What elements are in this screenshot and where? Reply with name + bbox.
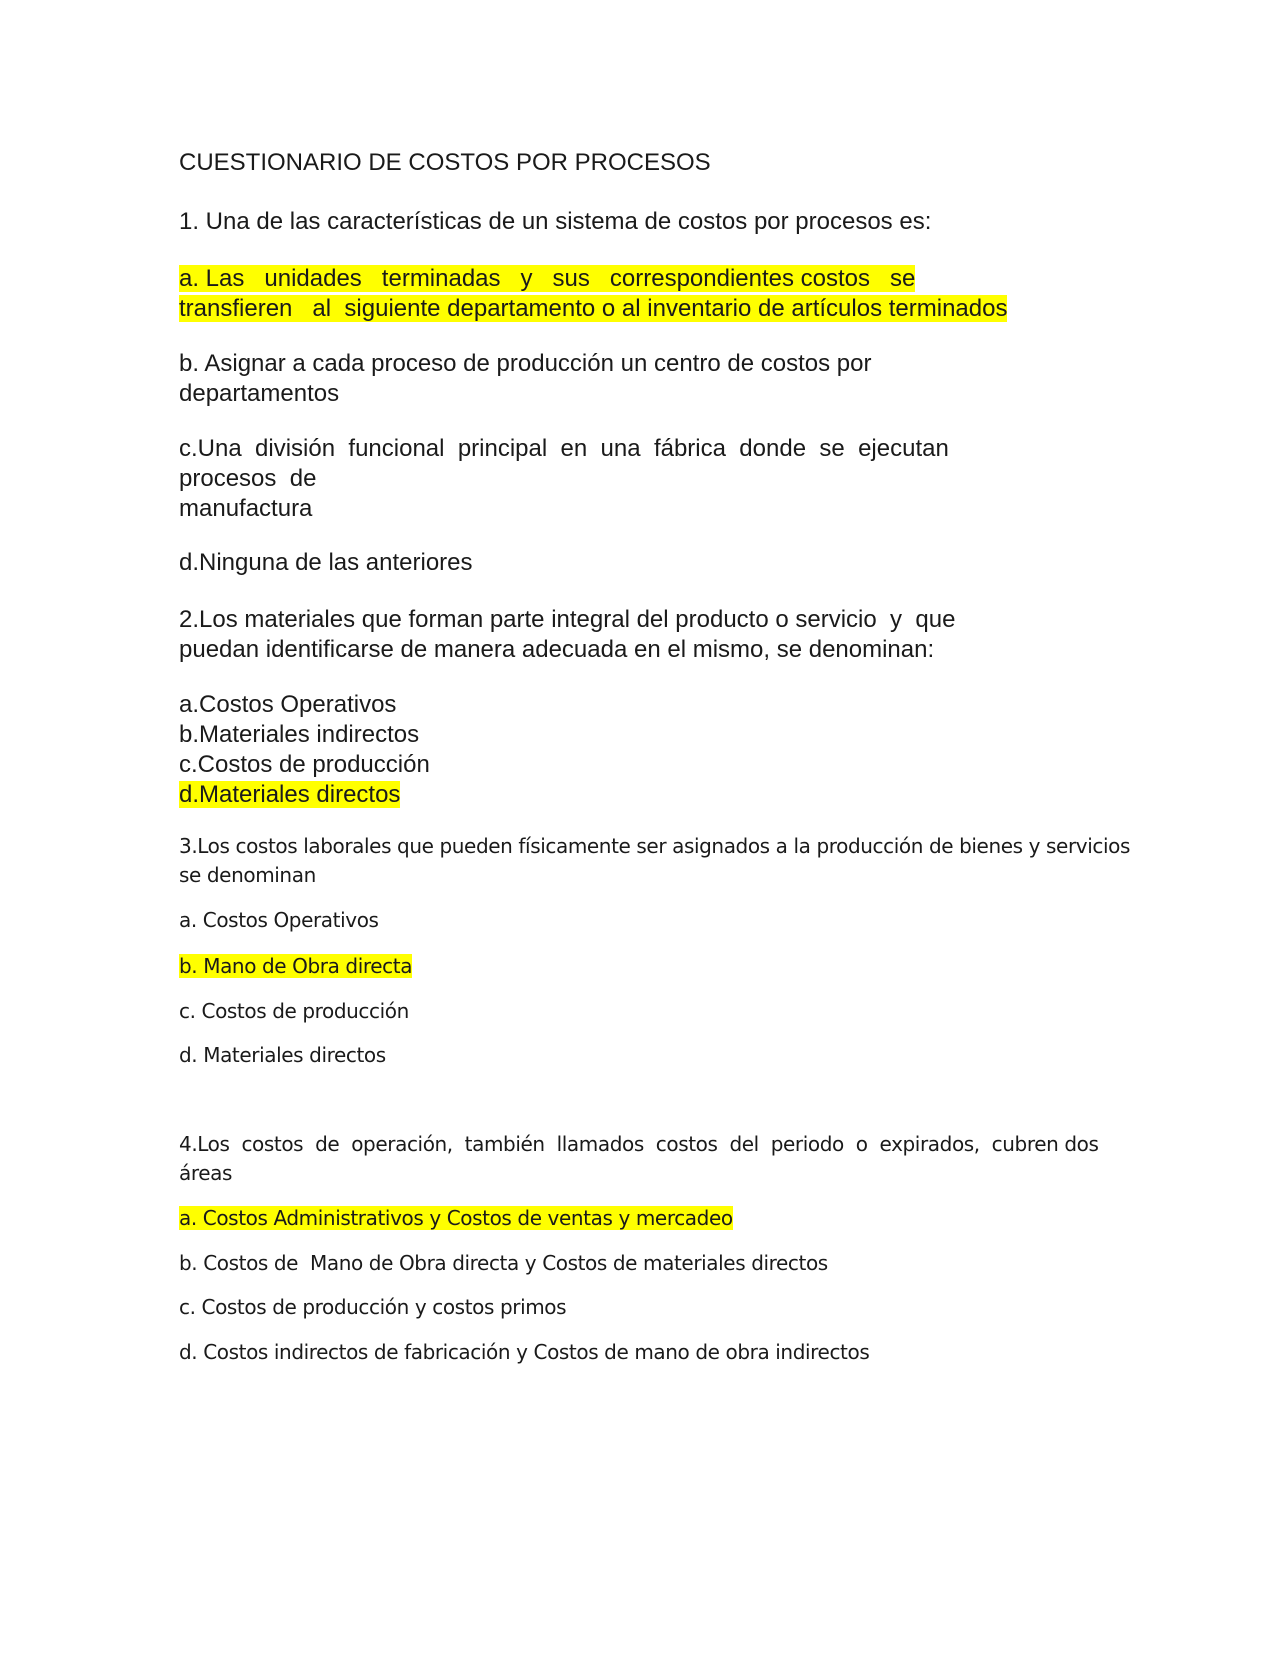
q1-option-a-line1: a. Las unidades terminadas y sus correspondientes costos se bbox=[179, 265, 916, 292]
q3-option-c: c. Costos de producción bbox=[179, 999, 409, 1023]
q4-option-a: a. Costos Administrativos y Costos de ventas y mercadeo bbox=[179, 1206, 733, 1230]
q1-option-b bbox=[179, 349, 871, 409]
q4-option-b: b. Costos de Mano de Obra directa y Costos de materiales directos bbox=[179, 1251, 828, 1275]
q3-option-b: b. Mano de Obra directa bbox=[179, 954, 413, 978]
q2-question-line2: puedan identificarse de manera adecuada en el mismo, se denominan: bbox=[179, 636, 935, 663]
q4-option-c: c. Costos de producción y costos primos bbox=[179, 1295, 567, 1319]
q1-option-b-line1: b. Asignar a cada proceso de producción un centro de costos por bbox=[179, 350, 872, 377]
q1-option-a bbox=[179, 264, 1007, 324]
question-4-line1: 4.Los costos de operación, también llamados costos del periodo o expirados, cubren dos bbox=[179, 1132, 1099, 1156]
q2-option-c: c.Costos de producción bbox=[179, 751, 430, 778]
q1-option-c-line3: manufactura bbox=[179, 495, 313, 522]
q2-option-a: a.Costos Operativos bbox=[179, 691, 397, 718]
q3-option-b-wrap bbox=[179, 951, 412, 981]
q2-options bbox=[179, 690, 430, 810]
q1-option-c-line1: c.Una división funcional principal en una fábrica donde se ejecutan bbox=[179, 435, 949, 462]
q1-option-a-line2: transfieren al siguiente departamento o al inventario de artículos terminados bbox=[179, 295, 1008, 322]
q2-question-line1: 2.Los materiales que forman parte integral del producto o servicio y que bbox=[179, 606, 956, 633]
q4-option-a-wrap bbox=[179, 1203, 733, 1233]
question-3-line2: se denominan bbox=[179, 863, 316, 887]
q1-option-c bbox=[179, 434, 949, 524]
q3-option-d: d. Materiales directos bbox=[179, 1043, 386, 1067]
q1-option-c-line2: procesos de bbox=[179, 465, 317, 492]
question-2 bbox=[179, 605, 955, 665]
q3-option-a: a. Costos Operativos bbox=[179, 908, 379, 932]
question-3-line1: 3.Los costos laborales que pueden físicamente ser asignados a la producción de bienes y servicios bbox=[179, 834, 1130, 858]
q2-option-b: b.Materiales indirectos bbox=[179, 721, 420, 748]
q4-option-d: d. Costos indirectos de fabricación y Costos de mano de obra indirectos bbox=[179, 1340, 870, 1364]
q1-option-d: d.Ninguna de las anteriores bbox=[179, 549, 473, 576]
q2-option-d: d.Materiales directos bbox=[179, 781, 401, 808]
question-1: 1. Una de las características de un sistema de costos por procesos es: bbox=[179, 208, 932, 235]
question-4-line2: áreas bbox=[179, 1161, 233, 1185]
q1-option-b-line2: departamentos bbox=[179, 380, 340, 407]
document-title: CUESTIONARIO DE COSTOS POR PROCESOS bbox=[179, 149, 711, 176]
